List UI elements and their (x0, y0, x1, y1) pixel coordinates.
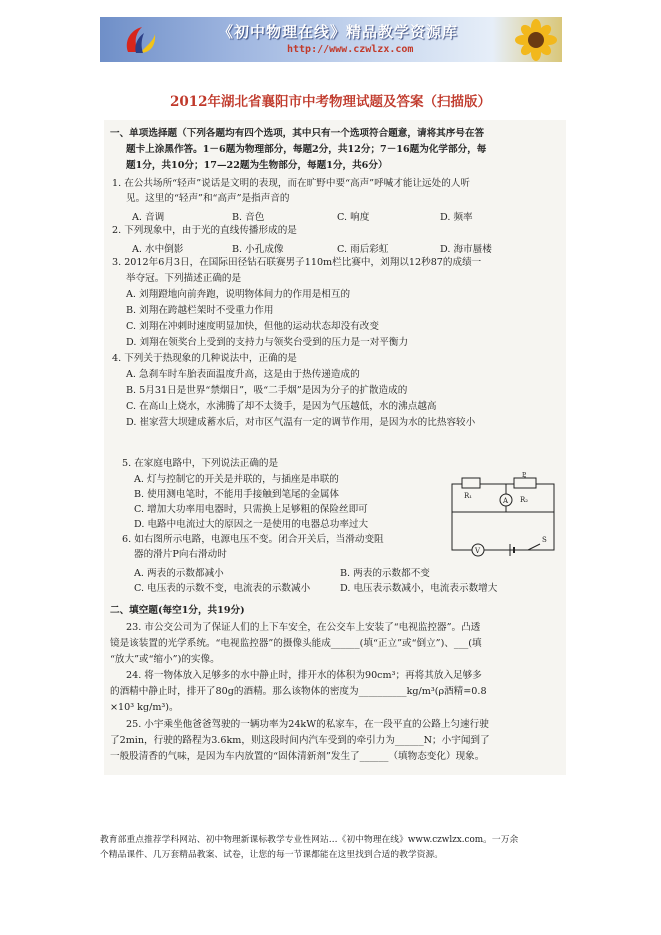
q4-option-a: A. 急刹车时车胎表面温度升高，这是由于热传递造成的 (126, 369, 360, 380)
q3-option-c: C. 刘翔在冲刺时速度明显加快，但他的运动状态却没有改变 (126, 321, 379, 332)
q3-line1: 3. 2012年6月3日，在国际田径钻石联赛男子110m栏比赛中，刘翔以12秒87的成绩一 (112, 257, 482, 268)
q3-option-b: B. 刘翔在跨越栏架时不受重力作用 (126, 305, 274, 316)
q23-line2: 镜是该装置的光学系统。“电视监控器”的摄像头能成______(填“正立”或“倒立”)、___(填 (110, 638, 482, 649)
q23-line3: “放大”或“缩小”)的实像。 (110, 654, 220, 665)
q5-option-c: C. 增加大功率用电器时，只需换上足够粗的保险丝即可 (134, 504, 368, 515)
q2-option-d: D. 海市蜃楼 (440, 244, 492, 255)
q1-option-c: C. 响度 (337, 212, 370, 223)
circuit-diagram (448, 472, 558, 562)
q1-line1: 1. 在公共场所“轻声”说话是文明的表现，而在旷野中要“高声”呼喊才能让远处的人听 (112, 178, 471, 189)
r2-label: R₂ (520, 496, 529, 504)
sunflower-icon (516, 19, 556, 61)
section2-header: 二、填空题(每空1分，共19分) (110, 605, 245, 616)
q4-option-b: B. 5月31日是世界“禁烟日”，吸“二手烟”是因为分子的扩散造成的 (126, 385, 408, 396)
section1-header-line1: 一、单项选择题（下列各题均有四个选项，其中只有一个选项符合题意，请将其序号在答 (110, 128, 485, 139)
q6-option-a: A. 两表的示数都减小 (134, 568, 224, 579)
q2-option-b: B. 小孔成像 (232, 244, 284, 255)
q4-option-c: C. 在高山上烧水，水沸腾了却不太烫手，是因为气压越低，水的沸点越高 (126, 401, 437, 412)
q4-line1: 4. 下列关于热现象的几种说法中，正确的是 (112, 353, 297, 364)
banner-url[interactable]: http://www.czwlzx.com (287, 44, 414, 55)
resistor-r1 (462, 478, 480, 488)
section1-header-line3: 题1分，共10分；17—22题为生物部分，每题1分，共6分） (126, 160, 388, 171)
q1-option-d: D. 频率 (440, 212, 473, 223)
switch-label: S (542, 536, 547, 544)
q1-option-b: B. 音色 (232, 212, 265, 223)
section1-header-line2: 题卡上涂黑作答。1－6题为物理部分，每题2分，共12分；7－16题为化学部分，每 (126, 144, 487, 155)
q6-option-d: D. 电压表示数减小，电流表示数增大 (340, 583, 498, 594)
q24-line2: 的酒精中静止时，排开了80g的酒精。那么该物体的密度为__________kg/m³(ρ酒精=0.8 (110, 686, 487, 697)
q24-line1: 24. 将一物体放入足够多的水中静止时，排开水的体积为90cm³；再将其放入足够多 (126, 670, 482, 681)
rheostat-r2 (514, 478, 536, 488)
q5-option-b: B. 使用测电笔时，不能用手接触到笔尾的金属体 (134, 489, 340, 500)
q3-option-d: D. 刘翔在领奖台上受到的支持力与领奖台受到的压力是一对平衡力 (126, 337, 409, 348)
footer-line1: 教育部重点推荐学科网站、初中物理新课标教学专业性网站…《初中物理在线》www.czwlzx.com。一万余 (100, 835, 519, 845)
q2-option-a: A. 水中倒影 (132, 244, 184, 255)
q25-line1: 25. 小宇乘坐他爸爸驾驶的一辆功率为24kW的私家车，在一段平直的公路上匀速行驶 (126, 719, 489, 730)
q24-line3: ×10³ kg/m³)。 (110, 702, 179, 713)
document-title: 2012年湖北省襄阳市中考物理试题及答案（扫描版） (169, 94, 492, 110)
q6-option-c: C. 电压表的示数不变，电流表的示数减小 (134, 583, 311, 594)
q2-line1: 2. 下列现象中，由于光的直线传播形成的是 (112, 225, 297, 236)
site-logo-icon (122, 24, 156, 56)
q25-line3: 一般股清香的气味，是因为车内放置的“固体清新剂”发生了______（填物态变化）现象。 (110, 751, 485, 762)
q3-line2: 举夺冠。下列描述正确的是 (126, 273, 242, 284)
footer-line2: 个精品课件、几万套精品教案、试卷，让您的每一节课都能在这里找到合适的教学资源。 (100, 850, 444, 860)
r1-label: R₁ (464, 492, 473, 500)
q5-line1: 5. 在家庭电路中，下列说法正确的是 (122, 458, 279, 469)
page-footer (100, 833, 570, 863)
q5-option-d: D. 电路中电流过大的原因之一是使用的电器总功率过大 (134, 519, 369, 530)
q5-option-a: A. 灯与控制它的开关是并联的，与插座是串联的 (134, 474, 339, 485)
switch-icon (528, 544, 540, 550)
q1-option-a: A. 音调 (132, 212, 165, 223)
ammeter-label: A (503, 497, 509, 505)
q6-line2: 器的滑片P向右滑动时 (134, 549, 227, 560)
q2-option-c: C. 雨后彩虹 (337, 244, 389, 255)
q23-line1: 23. 市公交公司为了保证人们的上下车安全，在公交车上安装了“电视监控器”。凸透 (126, 622, 481, 633)
q3-option-a: A. 刘翔蹬地向前奔跑，说明物体间力的作用是相互的 (126, 289, 351, 300)
q25-line2: 了2min，行驶的路程为3.6km，则这段时间内汽车受到的牵引力为______N；小宇闻到了 (110, 735, 490, 746)
q6-line1: 6. 如右图所示电路，电源电压不变。闭合开关后，当滑动变阻 (122, 534, 384, 545)
banner-title: 《初中物理在线》精品教学资源库 (218, 23, 459, 41)
q6-option-b: B. 两表的示数都不变 (340, 568, 430, 579)
q4-option-d: D. 崔家营大坝建成蓄水后，对市区气温有一定的调节作用，是因为水的比热容较小 (126, 417, 476, 428)
slider-label: P (522, 472, 527, 479)
scanned-exam-page (104, 120, 566, 775)
site-banner (100, 17, 562, 62)
voltmeter-label: V (475, 547, 481, 555)
q1-line2: 见。这里的“轻声”和“高声”是指声音的 (126, 193, 290, 204)
